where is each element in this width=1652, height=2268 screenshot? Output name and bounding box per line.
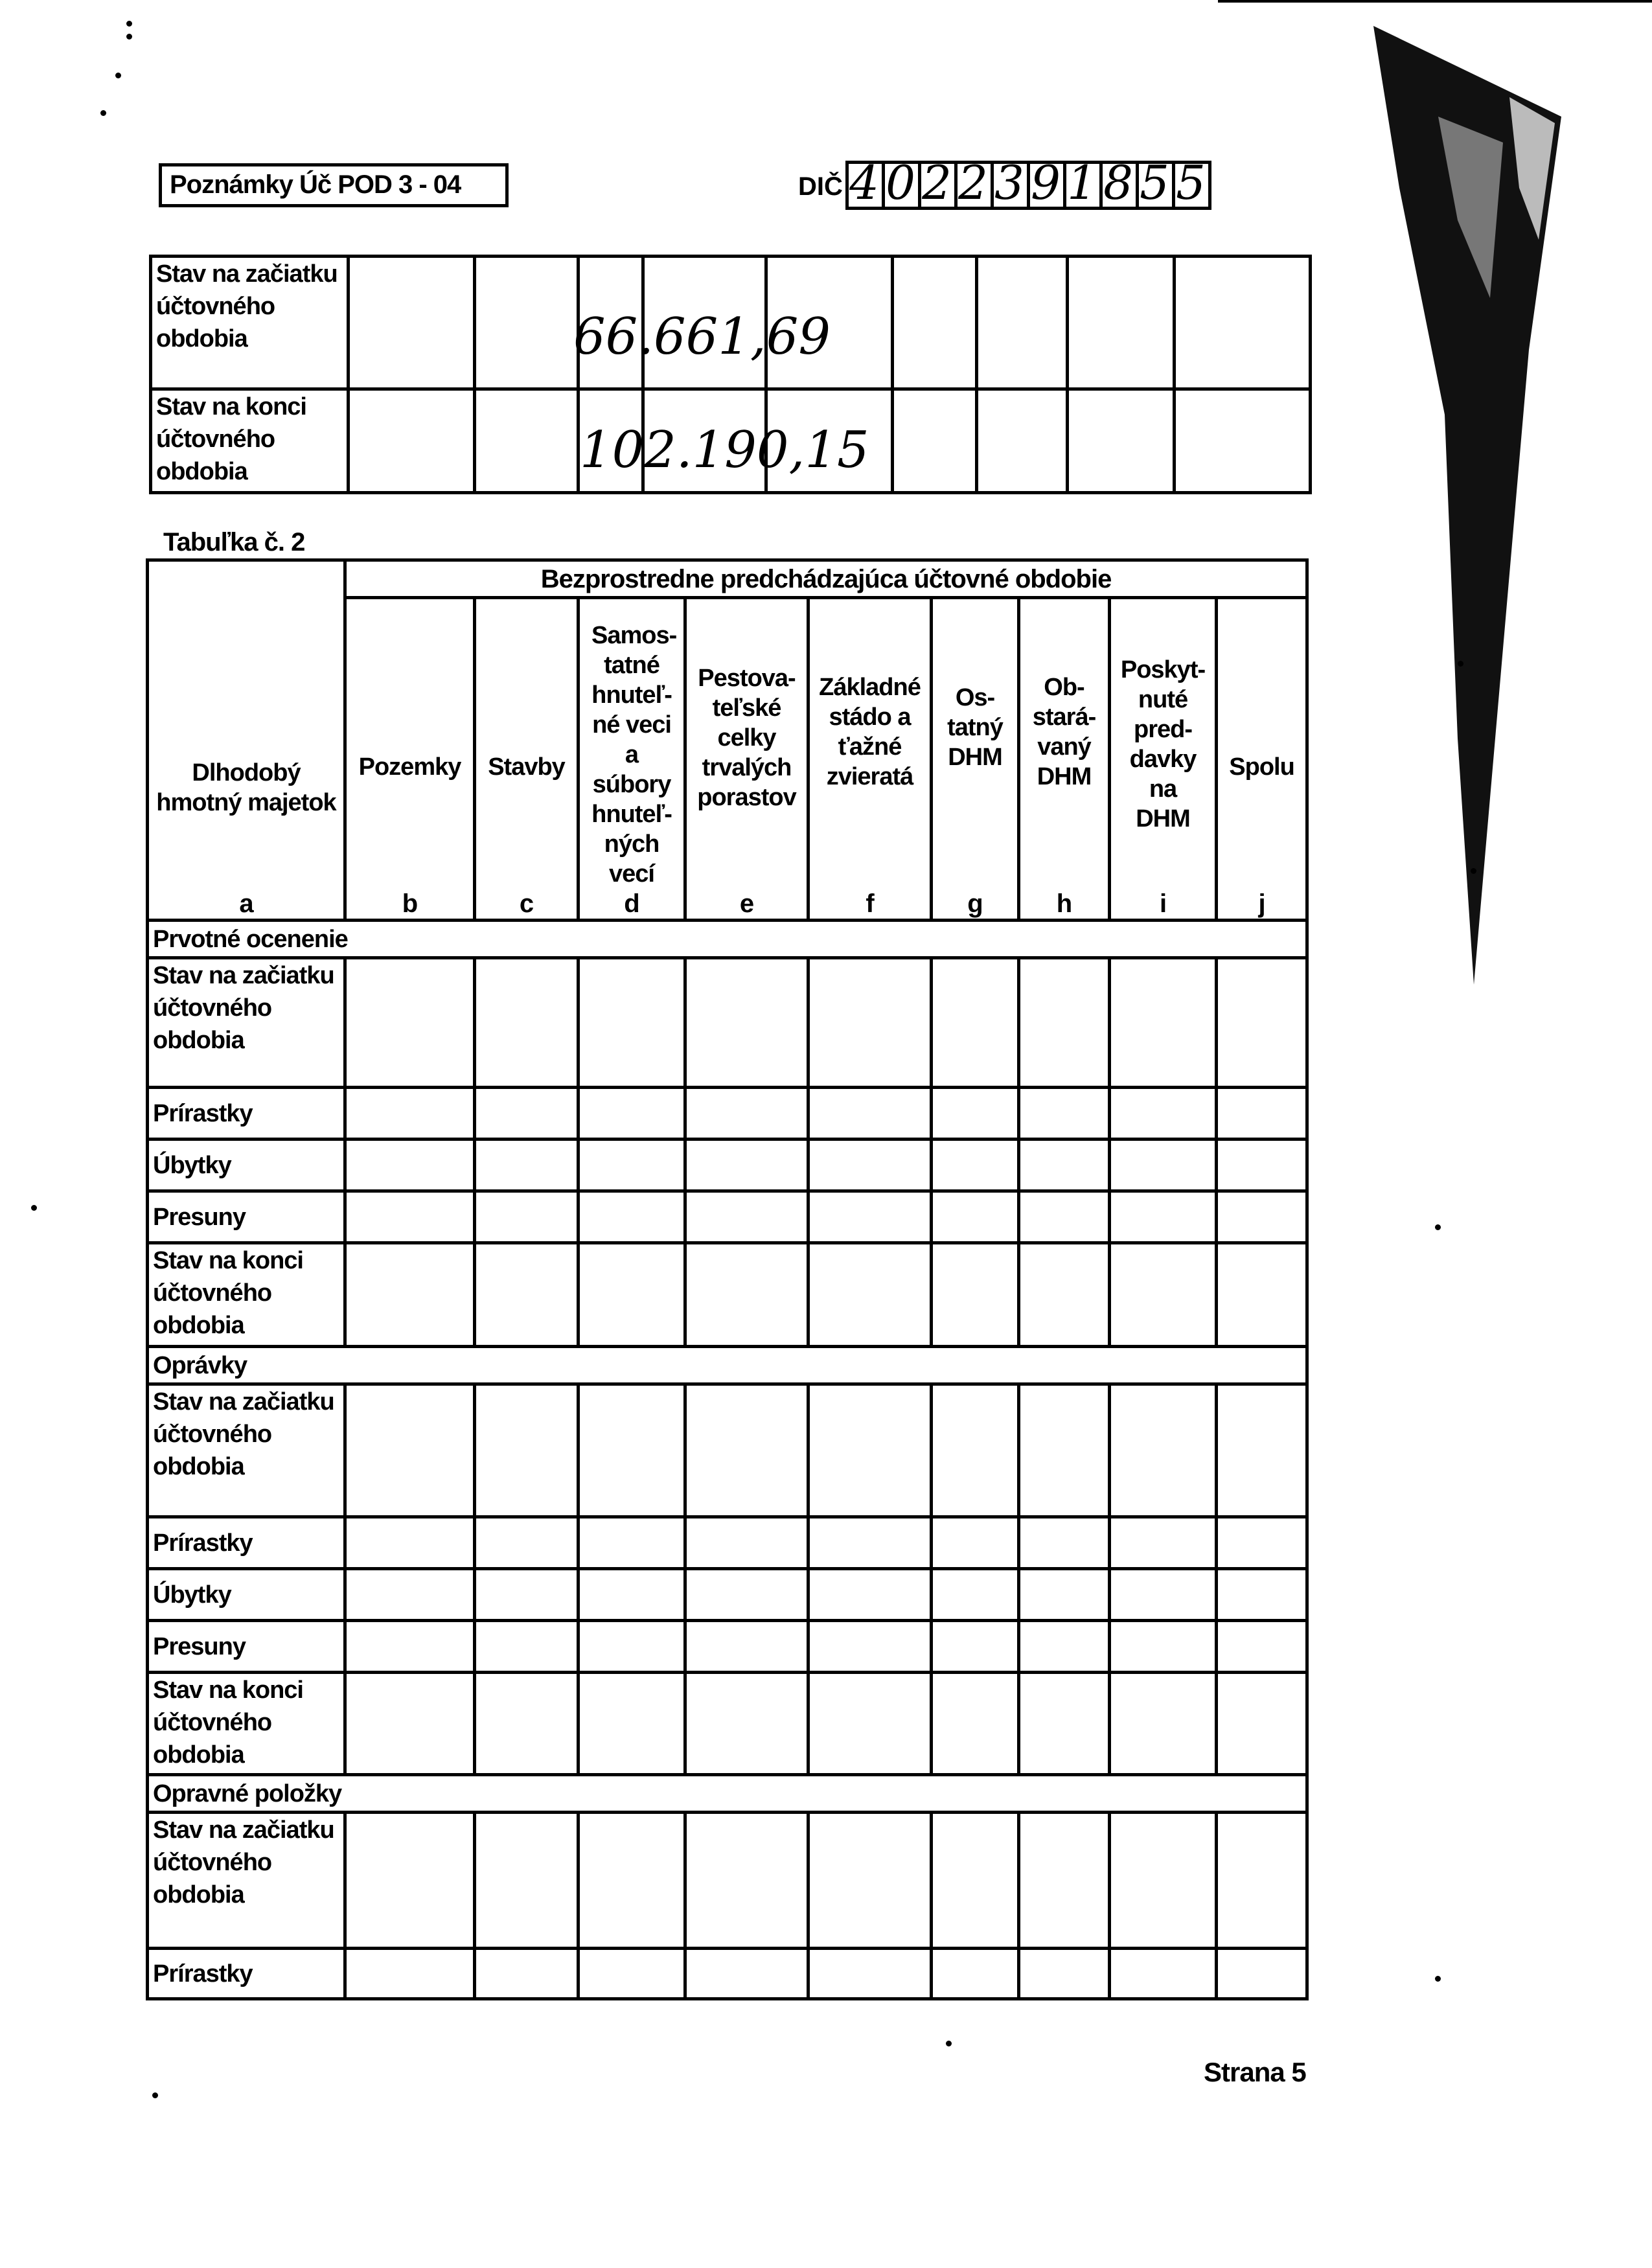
cell: [1217, 1140, 1307, 1191]
cell: [809, 1569, 932, 1621]
col-label: Stavby: [488, 753, 565, 781]
cell: [579, 1569, 685, 1621]
cell: [1217, 1517, 1307, 1569]
cell: [1019, 1621, 1110, 1673]
page-number: Strana 5: [1204, 2057, 1306, 2087]
col-letter: b: [402, 889, 418, 918]
cell: [475, 1949, 579, 1999]
cell: [1217, 1673, 1307, 1775]
cell: [579, 1813, 685, 1949]
speck: [1458, 661, 1463, 667]
cell: [1217, 1191, 1307, 1243]
cell: [809, 1243, 932, 1347]
cell: [1217, 1088, 1307, 1140]
cell: [345, 1243, 475, 1347]
speck: [1435, 1224, 1441, 1230]
cell: [475, 1384, 579, 1517]
cell: [475, 1517, 579, 1569]
cell: [809, 1517, 932, 1569]
dic-digit: 3: [994, 155, 1024, 210]
row-label: Úbytky: [148, 1569, 345, 1621]
row-header-title: Dlhodobý hmotný majetok: [156, 759, 336, 816]
cell: [579, 1673, 685, 1775]
cell: [932, 1140, 1019, 1191]
cell: [579, 1517, 685, 1569]
col-label: Spolu: [1229, 753, 1294, 781]
section-opravne-polozky: Opravné položky: [148, 1775, 1307, 1813]
form-label-box: [159, 163, 509, 207]
cell: [1019, 1813, 1110, 1949]
cell: [685, 1621, 809, 1673]
top-cell: [475, 389, 579, 493]
cell: [579, 958, 685, 1088]
col-letter: g: [967, 889, 983, 918]
cell: [1019, 1088, 1110, 1140]
top-row2-label: Stav na konci účtovného obdobia: [151, 389, 349, 493]
row-label: Presuny: [148, 1191, 345, 1243]
cell: [1110, 1673, 1217, 1775]
col-label: Pozemky: [358, 753, 461, 781]
row-header-cell: [148, 560, 345, 921]
top-cell: [1068, 389, 1175, 493]
cell: [345, 1673, 475, 1775]
cell: [809, 1140, 932, 1191]
row-label: Stav na začiatku účtovného obdobia: [148, 1813, 345, 1949]
col-label: Základné stádo a ťažné zvieratá: [819, 674, 921, 790]
col-letter: i: [1159, 889, 1167, 918]
top-cell: [1175, 257, 1311, 389]
cell: [685, 1517, 809, 1569]
cell: [475, 1569, 579, 1621]
cell: [809, 1813, 932, 1949]
speck: [946, 2041, 952, 2046]
cell: [932, 1088, 1019, 1140]
col-letter: c: [519, 889, 534, 918]
cell: [1019, 1140, 1110, 1191]
cell: [809, 958, 932, 1088]
row-label: Úbytky: [148, 1140, 345, 1191]
top-cell: [893, 389, 977, 493]
top-row1-label: Stav na začiatku účtovného obdobia: [151, 257, 349, 389]
cell: [1019, 1191, 1110, 1243]
handwritten-start-value: 66.661,69: [573, 308, 831, 366]
cell: [1217, 958, 1307, 1088]
cell: [345, 1621, 475, 1673]
col-label: Pestova-teľské celky trvalých porastov: [697, 665, 796, 811]
col-header-stavby: [475, 598, 579, 921]
row-label: Stav na konci účtovného obdobia: [148, 1243, 345, 1347]
cell: [1019, 1384, 1110, 1517]
top-cell: [1175, 389, 1311, 493]
col-letter: j: [1258, 889, 1265, 918]
col-label: Os-tatný DHM: [947, 684, 1003, 771]
col-header-pozemky: [345, 598, 475, 921]
cell: [1110, 1243, 1217, 1347]
dic-digit: 5: [1176, 155, 1206, 210]
dic-digit: 1: [1067, 155, 1097, 210]
cell: [685, 1140, 809, 1191]
speck: [1435, 1976, 1441, 1982]
cell: [1217, 1569, 1307, 1621]
cell: [579, 1140, 685, 1191]
cell: [475, 1813, 579, 1949]
col-letter: d: [624, 889, 639, 918]
cell: [932, 1949, 1019, 1999]
row-label: Stav na začiatku účtovného obdobia: [148, 958, 345, 1088]
speck: [126, 21, 132, 27]
top-cell: [977, 389, 1068, 493]
cell: [1110, 958, 1217, 1088]
cell: [579, 1949, 685, 1999]
cell: [685, 1673, 809, 1775]
cell: [1110, 1088, 1217, 1140]
row-label: Prírastky: [148, 1088, 345, 1140]
cell: [345, 1517, 475, 1569]
cell: [475, 1088, 579, 1140]
col-label: Ob-stará-vaný DHM: [1032, 674, 1096, 790]
col-label: Poskyt-nuté pred-davky na DHM: [1120, 656, 1206, 832]
top-cell: [349, 389, 475, 493]
table2: [146, 558, 1309, 2000]
cell: [1110, 1813, 1217, 1949]
row-label: Prírastky: [148, 1949, 345, 1999]
section-opravky: Oprávky: [148, 1347, 1307, 1384]
dic-digit: 2: [958, 155, 988, 210]
col-header-spolu: [1217, 598, 1307, 921]
section-prvotne-ocenenie: Prvotné ocenenie: [148, 921, 1307, 958]
col-letter: e: [739, 889, 754, 918]
top-cell: [349, 257, 475, 389]
top-cell: [977, 257, 1068, 389]
cell: [475, 1673, 579, 1775]
cell: [475, 1621, 579, 1673]
cell: [1019, 958, 1110, 1088]
cell: [809, 1621, 932, 1673]
cell: [345, 1569, 475, 1621]
cell: [932, 1673, 1019, 1775]
row-header-letter: a: [239, 889, 253, 918]
row-label: Stav na začiatku účtovného obdobia: [148, 1384, 345, 1517]
cell: [1110, 1949, 1217, 1999]
cell: [932, 958, 1019, 1088]
col-header-pestovatelske: [685, 598, 809, 921]
cell: [579, 1191, 685, 1243]
dic-digit: 4: [849, 155, 879, 210]
speck: [31, 1205, 37, 1211]
cell: [685, 958, 809, 1088]
col-letter: f: [866, 889, 874, 918]
cell: [1217, 1243, 1307, 1347]
cell: [809, 1384, 932, 1517]
cell: [1110, 1569, 1217, 1621]
col-header-obstaravany: [1019, 598, 1110, 921]
dic-label: DIČ: [798, 172, 843, 201]
cell: [1217, 1384, 1307, 1517]
speck: [126, 34, 132, 40]
cell: [809, 1673, 932, 1775]
cell: [685, 1949, 809, 1999]
dic-digit: 2: [922, 155, 952, 210]
period-header: Bezprostredne predchádzajúca účtovné obdobie: [345, 560, 1307, 598]
cell: [345, 1813, 475, 1949]
cell: [1110, 1517, 1217, 1569]
row-label: Prírastky: [148, 1517, 345, 1569]
cell: [932, 1569, 1019, 1621]
scan-top-rule: [1218, 0, 1652, 3]
cell: [809, 1088, 932, 1140]
cell: [932, 1191, 1019, 1243]
col-header-zakladne-stado: [809, 598, 932, 921]
cell: [1019, 1949, 1110, 1999]
row-label: Presuny: [148, 1621, 345, 1673]
dic-digit: 5: [1140, 155, 1169, 210]
cell: [809, 1949, 932, 1999]
cell: [1217, 1949, 1307, 1999]
cell: [1217, 1621, 1307, 1673]
col-header-samostatne: [579, 598, 685, 921]
cell: [345, 958, 475, 1088]
form-label: Poznámky Úč POD 3 - 04: [170, 170, 461, 199]
cell: [345, 1384, 475, 1517]
speck: [152, 2092, 158, 2098]
cell: [932, 1813, 1019, 1949]
cell: [345, 1088, 475, 1140]
col-header-ostatny: [932, 598, 1019, 921]
cell: [1110, 1191, 1217, 1243]
cell: [475, 958, 579, 1088]
cell: [345, 1949, 475, 1999]
scan-corner-shadow: [1360, 26, 1574, 998]
handwritten-end-value: 102.190,15: [580, 421, 869, 479]
cell: [685, 1088, 809, 1140]
cell: [932, 1517, 1019, 1569]
top-cell: [1068, 257, 1175, 389]
cell: [475, 1191, 579, 1243]
dic-digit: 9: [1031, 155, 1061, 210]
cell: [1110, 1384, 1217, 1517]
cell: [685, 1813, 809, 1949]
cell: [1110, 1140, 1217, 1191]
row-label: Stav na konci účtovného obdobia: [148, 1673, 345, 1775]
cell: [932, 1243, 1019, 1347]
cell: [579, 1621, 685, 1673]
speck: [100, 110, 106, 116]
cell: [685, 1243, 809, 1347]
cell: [932, 1384, 1019, 1517]
col-label: Samos-tatné hnuteľ-né veci a súbory hnuteľ-ných vecí: [591, 622, 677, 888]
table2-caption: Tabuľka č. 2: [163, 528, 305, 556]
top-cell: [893, 257, 977, 389]
cell: [345, 1191, 475, 1243]
col-letter: h: [1056, 889, 1072, 918]
cell: [579, 1243, 685, 1347]
dic-digit: 0: [886, 155, 915, 210]
col-header-preddavky: [1110, 598, 1217, 921]
dic-digit: 8: [1103, 155, 1133, 210]
cell: [1217, 1813, 1307, 1949]
cell: [1110, 1621, 1217, 1673]
cell: [685, 1569, 809, 1621]
cell: [1019, 1517, 1110, 1569]
cell: [1019, 1673, 1110, 1775]
cell: [809, 1191, 932, 1243]
cell: [932, 1621, 1019, 1673]
speck: [1471, 868, 1476, 874]
cell: [1019, 1569, 1110, 1621]
cell: [475, 1140, 579, 1191]
cell: [345, 1140, 475, 1191]
cell: [579, 1088, 685, 1140]
speck: [115, 73, 121, 78]
cell: [475, 1243, 579, 1347]
cell: [579, 1384, 685, 1517]
cell: [1019, 1243, 1110, 1347]
cell: [685, 1384, 809, 1517]
cell: [685, 1191, 809, 1243]
top-cell: [475, 257, 579, 389]
